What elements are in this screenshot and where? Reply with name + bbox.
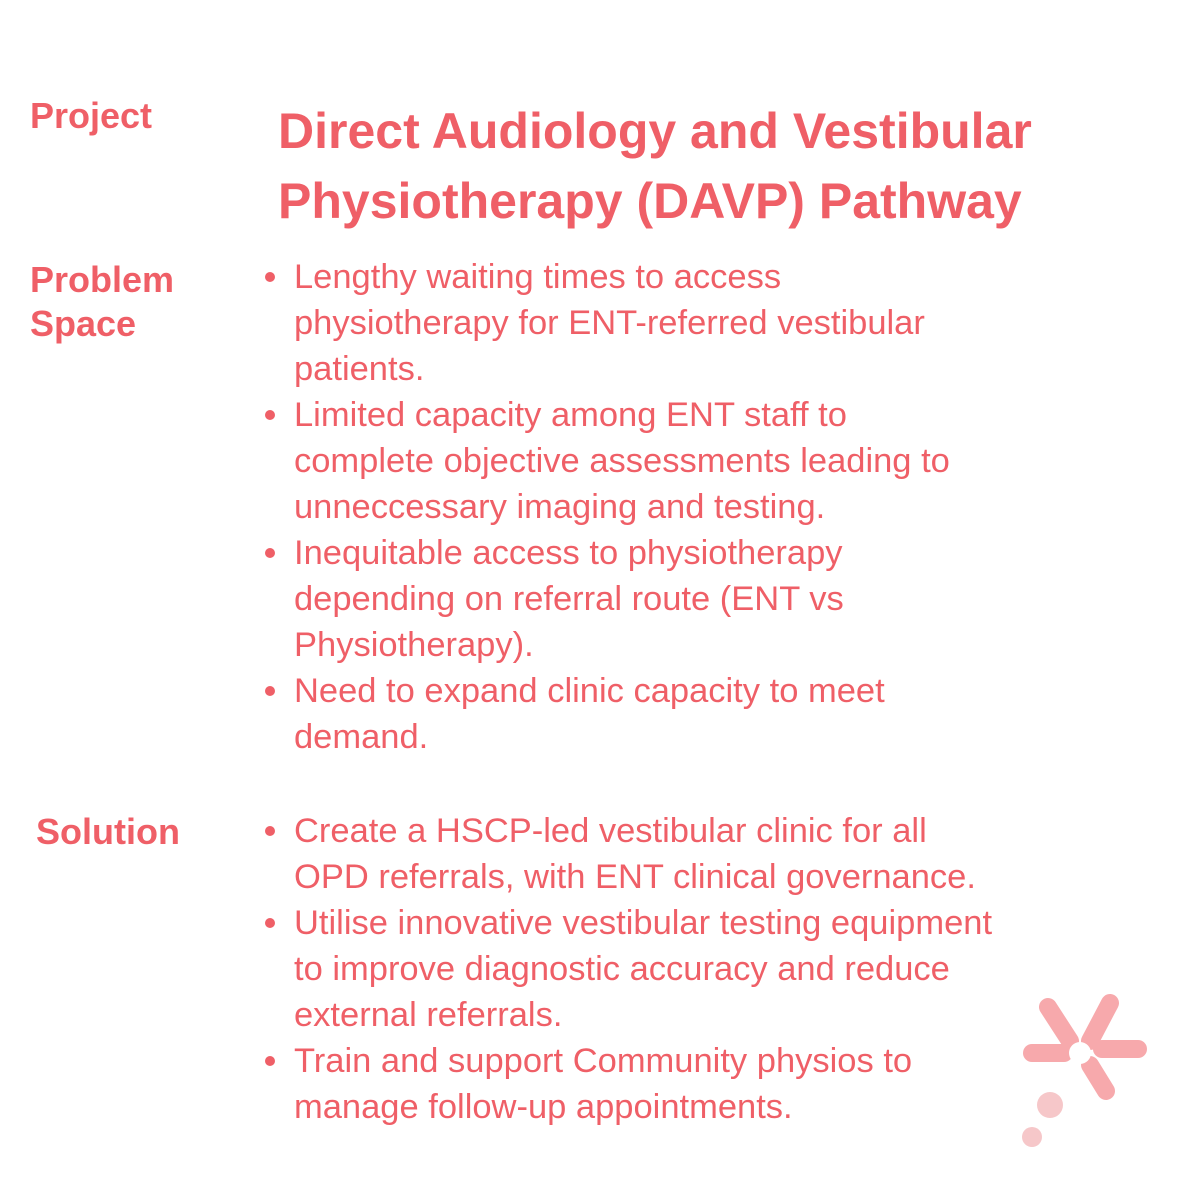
list-item-line: patients. xyxy=(294,350,425,388)
problem-item-expand-capacity xyxy=(262,668,1142,760)
logo-arm-bottom-right xyxy=(1090,1065,1106,1091)
list-item-line: unneccessary imaging and testing. xyxy=(294,488,826,526)
list-item-line: Need to expand clinic capacity to meet xyxy=(294,672,885,710)
bullet-icon xyxy=(265,410,275,420)
project-title-line-2: Physiotherapy (DAVP) Pathway xyxy=(278,173,1022,229)
solution-label xyxy=(36,810,180,854)
bullet-icon xyxy=(265,686,275,696)
list-item-line: external referrals. xyxy=(294,996,563,1034)
list-item-line: Limited capacity among ENT staff to xyxy=(294,396,847,434)
list-item-line: depending on referral route (ENT vs xyxy=(294,580,844,618)
logo-arm-top-right xyxy=(1090,1003,1110,1041)
solution-item-hscp-clinic xyxy=(262,808,1142,900)
project-label-text: Project xyxy=(30,95,153,136)
list-item-line: Physiotherapy). xyxy=(294,626,534,664)
logo-faint-dot-small xyxy=(1022,1127,1042,1147)
logo-arm-top-left xyxy=(1048,1007,1070,1041)
solution-label-text: Solution xyxy=(36,811,180,852)
list-item-line: demand. xyxy=(294,718,429,756)
list-item-line: Inequitable access to physiotherapy xyxy=(294,534,843,572)
list-item-line: complete objective assessments leading to xyxy=(294,442,950,480)
list-item-line: Lengthy waiting times to access xyxy=(294,258,782,296)
problem-space-list xyxy=(262,254,1142,760)
problem-space-label-line-1: Problem xyxy=(30,259,175,300)
project-label xyxy=(30,94,152,138)
problem-space-label-line-2: Space xyxy=(30,303,137,344)
project-title xyxy=(278,96,1178,236)
list-item-line: to improve diagnostic accuracy and reduce xyxy=(294,950,950,988)
list-item-line: manage follow-up appointments. xyxy=(294,1088,793,1126)
list-item-line: Create a HSCP-led vestibular clinic for all xyxy=(294,812,927,850)
problem-item-waiting-times xyxy=(262,254,1142,392)
problem-space-label xyxy=(30,258,174,346)
asterisk-logo-icon xyxy=(1010,985,1160,1155)
list-item-line: Train and support Community physios to xyxy=(294,1042,913,1080)
project-title-line-1: Direct Audiology and Vestibular xyxy=(278,103,1032,159)
list-item-line: Utilise innovative vestibular testing equipment xyxy=(294,904,993,942)
bullet-icon xyxy=(265,918,275,928)
list-item-line: physiotherapy for ENT-referred vestibular xyxy=(294,304,925,342)
bullet-icon xyxy=(265,826,275,836)
logo-center-dot xyxy=(1069,1042,1091,1064)
bullet-icon xyxy=(265,1056,275,1066)
logo-faint-dot xyxy=(1037,1092,1063,1118)
problem-item-limited-capacity xyxy=(262,392,1142,530)
problem-item-inequitable-access xyxy=(262,530,1142,668)
list-item-line: OPD referrals, with ENT clinical governance. xyxy=(294,858,976,896)
bullet-icon xyxy=(265,548,275,558)
bullet-icon xyxy=(265,272,275,282)
